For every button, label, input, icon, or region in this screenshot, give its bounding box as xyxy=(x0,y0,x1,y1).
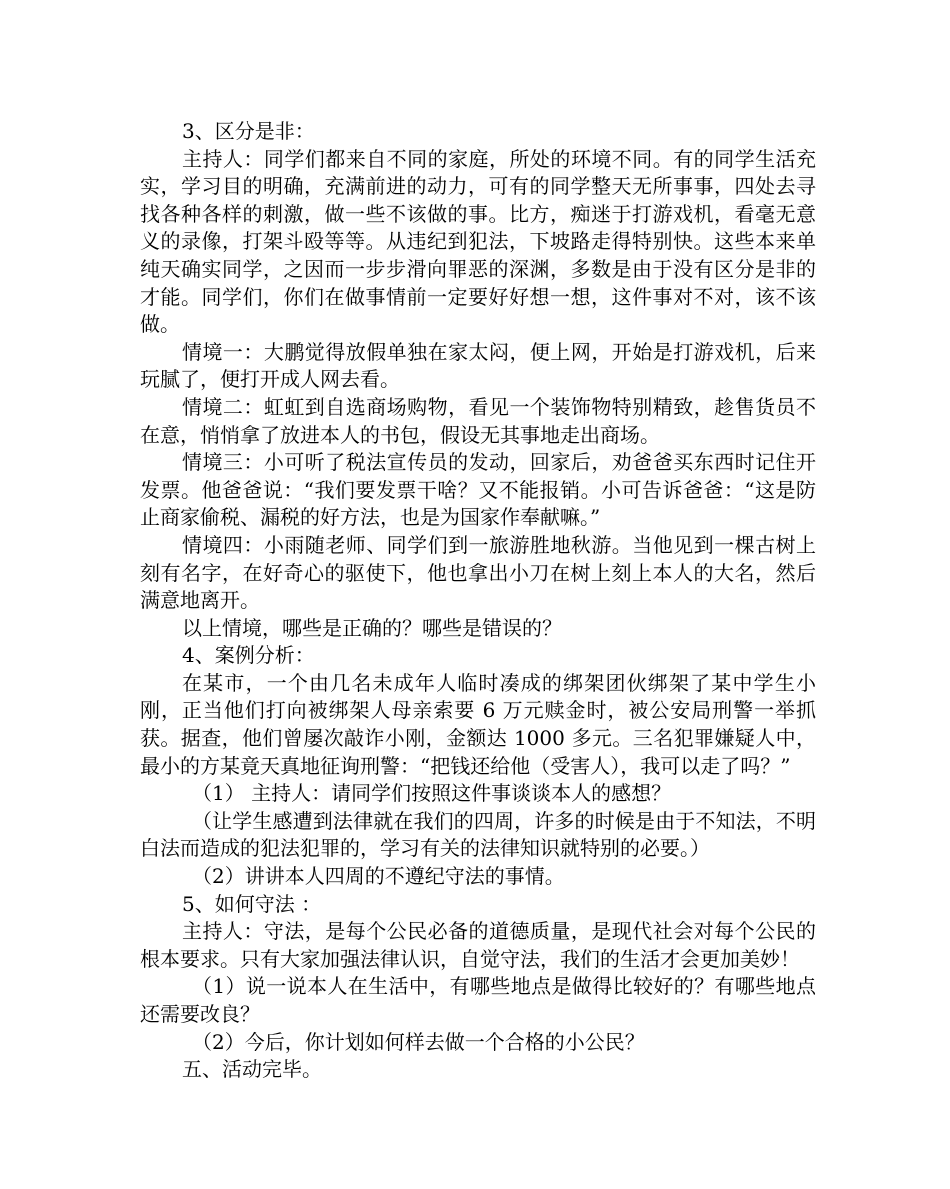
law-question-2: （2）今后，你计划如何样去做一个合格的小公民？ xyxy=(192,1029,645,1054)
host-intro-paragraph: 主持人：同学们都来自不同的家庭，所处的环境不同。有的同学生活充实，学习目的明确，充满前进的动力，可有的同学整天无所事事，四处去寻找各种各样的刺激，做一些不该做的事。比方，痴迷于打游戏机，看毫无意义的录像，打架斗殴等等。从违纪到犯法，下坡路走得特别快。这些本来单纯天确实同学，之因而一步步滑向罪恶的深渊，多数是由于没有区分是非的才能。同学们，你们在做事情前一定要好好想一想，这件事对不对，该不该做。 xyxy=(140,146,816,337)
section-heading-4: 4、案例分析： xyxy=(182,643,315,668)
section-heading-5: 5、如何守法 ： xyxy=(182,891,322,916)
activity-end-heading: 五、活动完毕。 xyxy=(182,1057,322,1082)
case-paragraph: 在某市，一个由几名未成年人临时凑成的绑架团伙绑架了某中学生小刚，正当他们打向被绑架人母亲索要 6 万元赎金时，被公安局刑警一举抓获。据查，他们曾屡次敲诈小刚，金额达 1000 多元。三名犯罪嫌疑人中，最小的方某竟天真地征询刑警：“把钱还给他（受害人），我可以走了吗？” xyxy=(140,670,816,778)
scenario-3-paragraph: 情境三：小可听了税法宣传员的发动，回家后，劝爸爸买东西时记住开发票。他爸爸说：“我们要发票干啥？又不能报销。小可告诉爸爸：“这是防止商家偷税、漏税的好方法，也是为国家作奉献嘛。” xyxy=(140,450,816,530)
document-page xyxy=(140,118,816,1084)
case-question-1: （1） 主持人：请同学们按照这件事谈谈本人的感想？ xyxy=(192,781,672,806)
law-host-paragraph: 主持人：守法，是每个公民必备的道德质量，是现代社会对每个公民的根本要求。只有大家加强法律认识，自觉守法，我们的生活才会更加美妙！ xyxy=(140,919,816,971)
scenario-4-paragraph: 情境四：小雨随老师、同学们到一旅游胜地秋游。当他见到一棵古树上刻有名字，在好奇心的驱使下，他也拿出小刀在树上刻上本人的大名，然后满意地离开。 xyxy=(140,532,816,613)
case-note-paragraph: （让学生感遭到法律就在我们的四周，许多的时候是由于不知法，不明白法而造成的犯法犯罪的，学习有关的法律知识就特别的必要。） xyxy=(140,808,816,861)
section-heading-3: 3、区分是非： xyxy=(182,119,315,143)
case-question-2: （2）讲讲本人四周的不遵纪守法的事情。 xyxy=(192,864,565,889)
scenario-2-paragraph: 情境二：虹虹到自选商场购物，看见一个装饰物特别精致，趁售货员不在意，悄悄拿了放进本人的书包，假设无其事地走出商场。 xyxy=(140,394,816,447)
scenario-question: 以上情境，哪些是正确的？哪些是错误的？ xyxy=(182,615,562,640)
law-question-1: （1）说一说本人在生活中，有哪些地点是做得比较好的？有哪些地点还需要改良？ xyxy=(140,974,816,1026)
scenario-1-paragraph: 情境一：大鹏觉得放假单独在家太闷，便上网，开始是打游戏机，后来玩腻了，便打开成人网去看。 xyxy=(140,339,816,392)
